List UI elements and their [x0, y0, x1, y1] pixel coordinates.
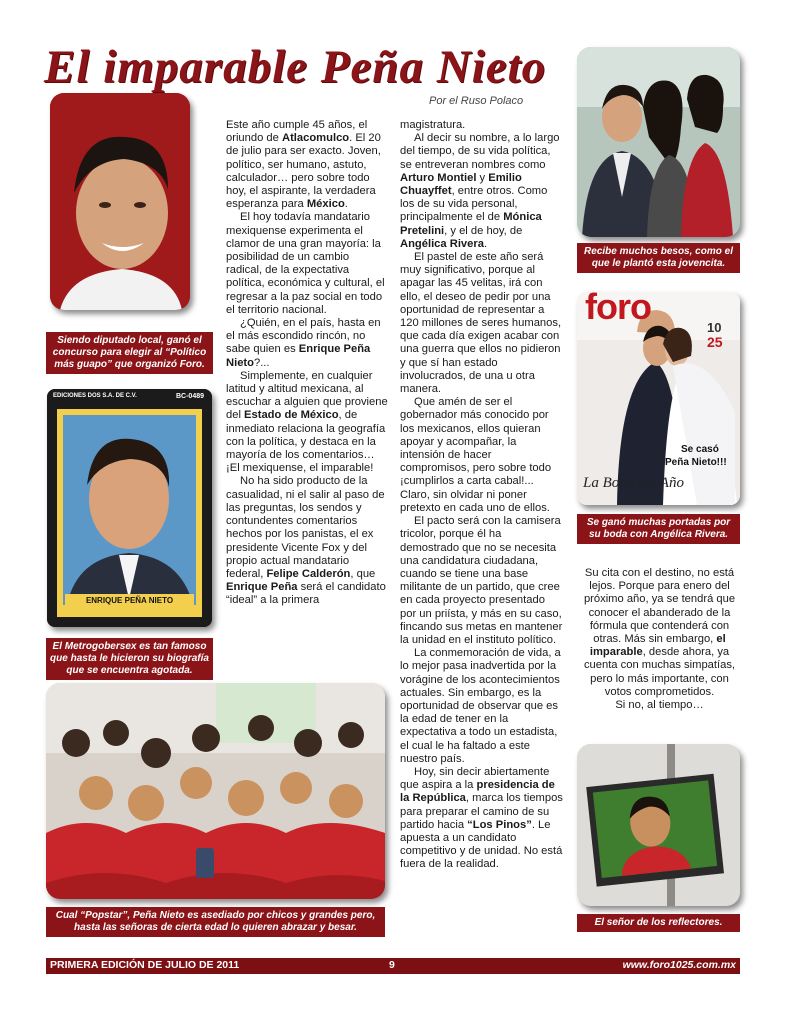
byline: Por el Ruso Polaco — [429, 95, 524, 107]
cover-headline-b: Peña Nieto!!! — [665, 457, 727, 468]
caption-portrait: Siendo diputado local, ganó el concurso para elegir al “Político más guapo” que organizó Foro. — [46, 332, 213, 374]
cover-issue-b: 25 — [707, 334, 723, 350]
magazine-cover-photo — [577, 292, 740, 505]
col2-paragraph-3: El pastel de este año será muy significativo, porque al apagar las 45 velitas, irá con ello, el deseo de pedir por una oportunidad de representar a 120 millones de seres humanos, que cada día exigen acabar con una guerra que ellos no pidieron y que sí han estado involucrados, de una u otra manera. — [400, 251, 562, 396]
page-title: El imparable Peña Nieto — [44, 41, 547, 93]
caption-screen: El señor de los reflectores. — [577, 914, 740, 932]
caption-cover: Se ganó muchas portadas por su boda con Angélica Rivera. — [577, 514, 740, 544]
article-column-1 — [226, 119, 388, 608]
footer-edition: PRIMERA EDICIÓN DE JULIO DE 2011 — [50, 959, 240, 971]
col3-paragraph-1: Su cita con el destino, no está lejos. Porque para enero del próximo año, ya se tendrá que conocer el abanderado de la fórmula que contenderá con otras. Más sin embargo, el imparable, desde ahora, ya cuenta con muchas simpatías, pero lo más importante, con votos comprometidos. — [583, 567, 736, 698]
crowd-photo — [46, 683, 385, 899]
portrait-photo — [50, 93, 190, 310]
col1-paragraph-1: Este año cumple 45 años, el oriundo de Atlacomulco. El 20 de julio para ser exacto. Joven, político, ser humano, astuto, calculador… pero sobre todo hoy, el aspirante, la verdadera esperanza para México. — [226, 119, 381, 211]
caption-biography: El Metrogobersex es tan famoso que hasta le hicieron su biografía que se encuentra agotada. — [46, 638, 213, 680]
cover-issue-a: 10 — [707, 320, 722, 335]
col2-paragraph-4: Que amén de ser el gobernador más conocido por los mexicanos, ellos quieran apoyar y acompañar, la intensión de hacer compromisos, pero sobre todo ¡cumplirlos a carta cabal!... Claro, sin olvidar ni poner pretexto en cada uno de ellos. — [400, 396, 552, 514]
col3-paragraph-2: Si no, al tiempo… — [615, 699, 704, 712]
card-name: ENRIQUE PEÑA NIETO — [85, 596, 174, 605]
footer-website-link[interactable]: www.foro1025.com.mx — [622, 959, 736, 971]
card-code: BC-0489 — [175, 393, 204, 400]
col2-paragraph-2: Al decir su nombre, a lo largo del tiempo, de su vida política, se entreveran nombres como Arturo Montiel y Emilio Chuayffet, entre otros. Como los de su vida personal, principalmente el de Mónica Pretelini, y el de hoy, de Angélica Rivera. — [400, 132, 560, 250]
col1-paragraph-4: Simplemente, en cualquier latitud y altitud mexicana, al escuchar a alguien que proviene del Estado de México, de inmediato relaciona la geografía con la política, y destaca en la mayoría de los comentarios… ¡El mexiquense, el imparable! — [226, 369, 388, 475]
col1-paragraph-5: No ha sido producto de la casualidad, ni el salir al paso de las preguntas, los sendos y contundentes comentarios hechos por los panistas, el ex presidente Vicente Fox y del propio actual mandatario federal, Felipe Calderón, que Enrique Peña será el candidato “ideal” a la primera — [226, 475, 386, 607]
col2-paragraph-7: Hoy, sin decir abiertamente que aspira a la presidencia de la República, marca los tiempos para preparar el camino de su partido hacia “Los Pinos”. Le apuesta a un candidato competitivo y de unidad. No está fuera de la realidad. — [400, 765, 563, 871]
col2-paragraph-6: La conmemoración de vida, a lo mejor pasa inadvertida por la vorágine de los acontecimientos actuales. Sin embargo, es la oportunidad de observar que es la edad de tener en la expectativa a todo un estadista, el cual le ha faltado a este nuestro país. — [400, 647, 561, 765]
cover-headline-a: Se casó — [681, 444, 719, 455]
col2-paragraph-5: El pacto será con la camisera tricolor, porque él ha demostrado que no se necesita una candidatura ciudadana, cuando se tiene una base militante de un partido, que cree en cada proyecto presentado por un priísta, y más en su caso, fincando sus metas en mantener la unidad en el instituto político. — [400, 515, 563, 646]
cover-script-title: La Boda del Año — [583, 475, 684, 491]
col2-paragraph-1: magistratura. — [400, 119, 466, 131]
biography-card-photo — [47, 389, 212, 627]
caption-crowd: Cual “Popstar”, Peña Nieto es asediado por chicos y grandes pero, hasta las señoras de cierta edad lo quieren abrazar y besar. — [46, 907, 385, 937]
article-column-2 — [400, 119, 563, 872]
article-column-3 — [578, 567, 741, 712]
col1-paragraph-2: El hoy todavía mandatario mexiquense experimenta el clamor de una gran mayoría: la posibilidad de un cambio radical, de la expectativa política, económica y cultural, el regresar a la paz social en todo el territorio nacional. — [226, 211, 385, 316]
kiss-photo — [577, 47, 740, 237]
cover-logo: foro — [585, 292, 651, 327]
screen-photo — [577, 744, 740, 906]
col1-paragraph-3: ¿Quién, en el país, hasta en el más escondido rincón, no sabe quien es Enrique Peña Nieto?... — [226, 317, 381, 369]
footer-page-number: 9 — [389, 959, 395, 971]
page-footer — [46, 958, 740, 974]
card-publisher: EDICIONES DOS S.A. DE C.V. — [53, 393, 137, 399]
caption-kiss: Recibe muchos besos, como el que le plantó esta jovencita. — [577, 243, 740, 273]
